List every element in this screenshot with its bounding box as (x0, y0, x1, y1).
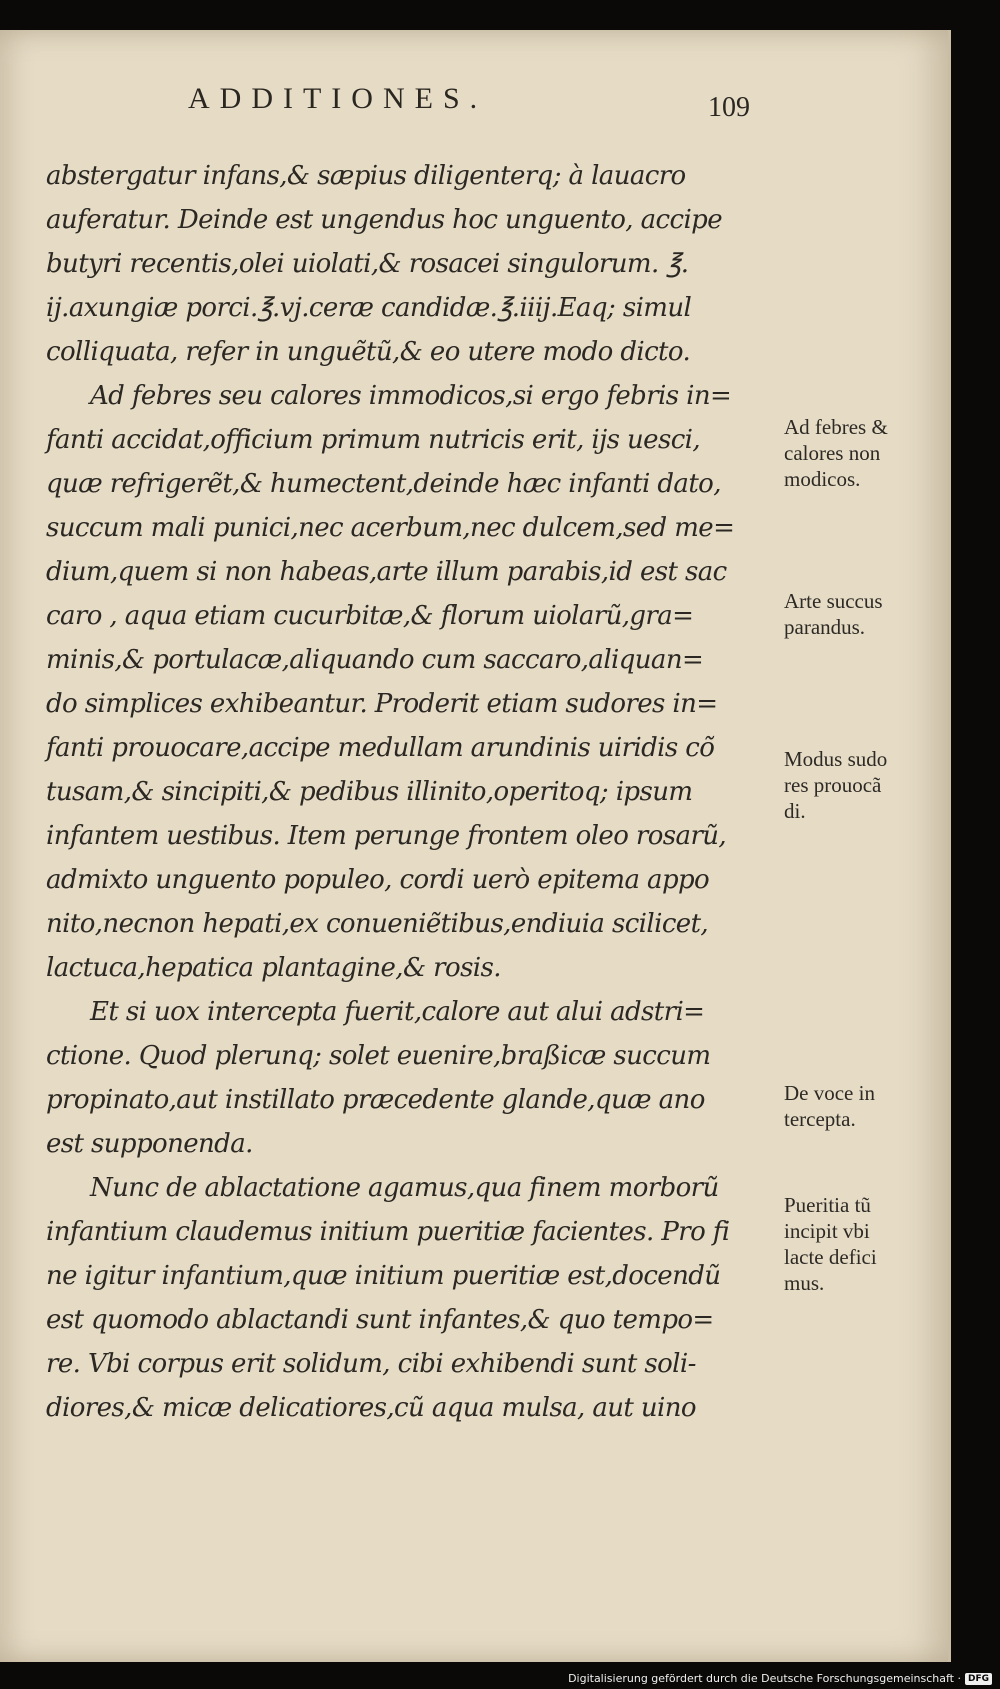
text-line: dium,quem si non habeas,arte illum parabis,id est sac (46, 557, 727, 587)
text-line: fanti prouocare,accipe medullam arundinis uiridis cõ (46, 733, 715, 763)
credit-text: Digitalisierung gefördert durch die Deutsche Forschungsgemeinschaft · (568, 1672, 961, 1685)
text-line: minis,& portulacæ,aliquando cum saccaro,aliquan= (46, 645, 704, 675)
text-line: ij.axungiæ porci.℥.vj.ceræ candidæ.℥.iiij.Eaq; simul (46, 293, 692, 323)
text-line: infantium claudemus initium pueritiæ facientes. Pro fi (46, 1217, 730, 1247)
text-line: diores,& micæ delicatiores,cũ aqua mulsa, aut uino (46, 1393, 696, 1423)
dfg-logo: DFG (965, 1673, 992, 1685)
text-line: colliquata, refer in unguẽtũ,& eo utere modo dicto. (46, 337, 691, 367)
text-line: fanti accidat,officium primum nutricis erit, ijs uesci, (46, 425, 701, 455)
text-line: succum mali punici,nec acerbum,nec dulcem,sed me= (46, 513, 735, 543)
text-line: nito,necnon hepati,ex conueniẽtibus,endiuia scilicet, (46, 909, 709, 939)
text-line: ctione. Quod plerunq; solet euenire,braßicæ succum (46, 1041, 711, 1071)
text-line: quæ refrigerẽt,& humectent,deinde hæc infanti dato, (46, 469, 721, 499)
text-line: est quomodo ablactandi sunt infantes,& quo tempo= (46, 1305, 714, 1335)
margin-note: Ad febres & calores non modicos. (784, 415, 888, 491)
body-text (46, 154, 776, 1430)
text-line: ne igitur infantium,quæ initium pueritiæ est,docendũ (46, 1261, 721, 1291)
margin-note: Arte succus parandus. (784, 589, 883, 639)
text-line: abstergatur infans,& sæpius diligenterq; à lauacro (46, 161, 686, 191)
digitization-credit (568, 1672, 992, 1685)
text-line: tusam,& sincipiti,& pedibus illinito,operitoq; ipsum (46, 777, 693, 807)
text-line: do simplices exhibeantur. Proderit etiam sudores in= (46, 689, 718, 719)
text-line: propinato,aut instillato præcedente glande,quæ ano (46, 1085, 705, 1115)
text-line: re. Vbi corpus erit solidum, cibi exhibendi sunt soli- (46, 1349, 696, 1379)
text-line: infantem uestibus. Item perunge frontem oleo rosarũ, (46, 821, 727, 851)
text-line: caro , aqua etiam cucurbitæ,& florum uiolarũ,gra= (46, 601, 694, 631)
text-line: admixto unguento populeo, cordi uerò epitema appo (46, 865, 710, 895)
text-line: Ad febres seu calores immodicos,si ergo febris in= (90, 381, 732, 411)
text-line: Nunc de ablactatione agamus,qua finem morborũ (90, 1173, 719, 1203)
text-line: lactuca,hepatica plantagine,& rosis. (46, 953, 501, 983)
page-number: 109 (708, 92, 750, 123)
margin-note: Pueritia tũ incipit vbi lacte defici mus. (784, 1193, 877, 1295)
margin-note: De voce in tercepta. (784, 1081, 875, 1131)
text-line: auferatur. Deinde est ungendus hoc unguento, accipe (46, 205, 723, 235)
margin-note: Modus sudo res prouocã di. (784, 747, 888, 823)
text-line: Et si uox intercepta fuerit,calore aut alui adstri= (90, 997, 705, 1027)
text-line: butyri recentis,olei uiolati,& rosacei singulorum. ℥. (46, 249, 689, 279)
text-line: est supponenda. (46, 1129, 253, 1159)
running-header: ADDITIONES. (188, 82, 488, 115)
